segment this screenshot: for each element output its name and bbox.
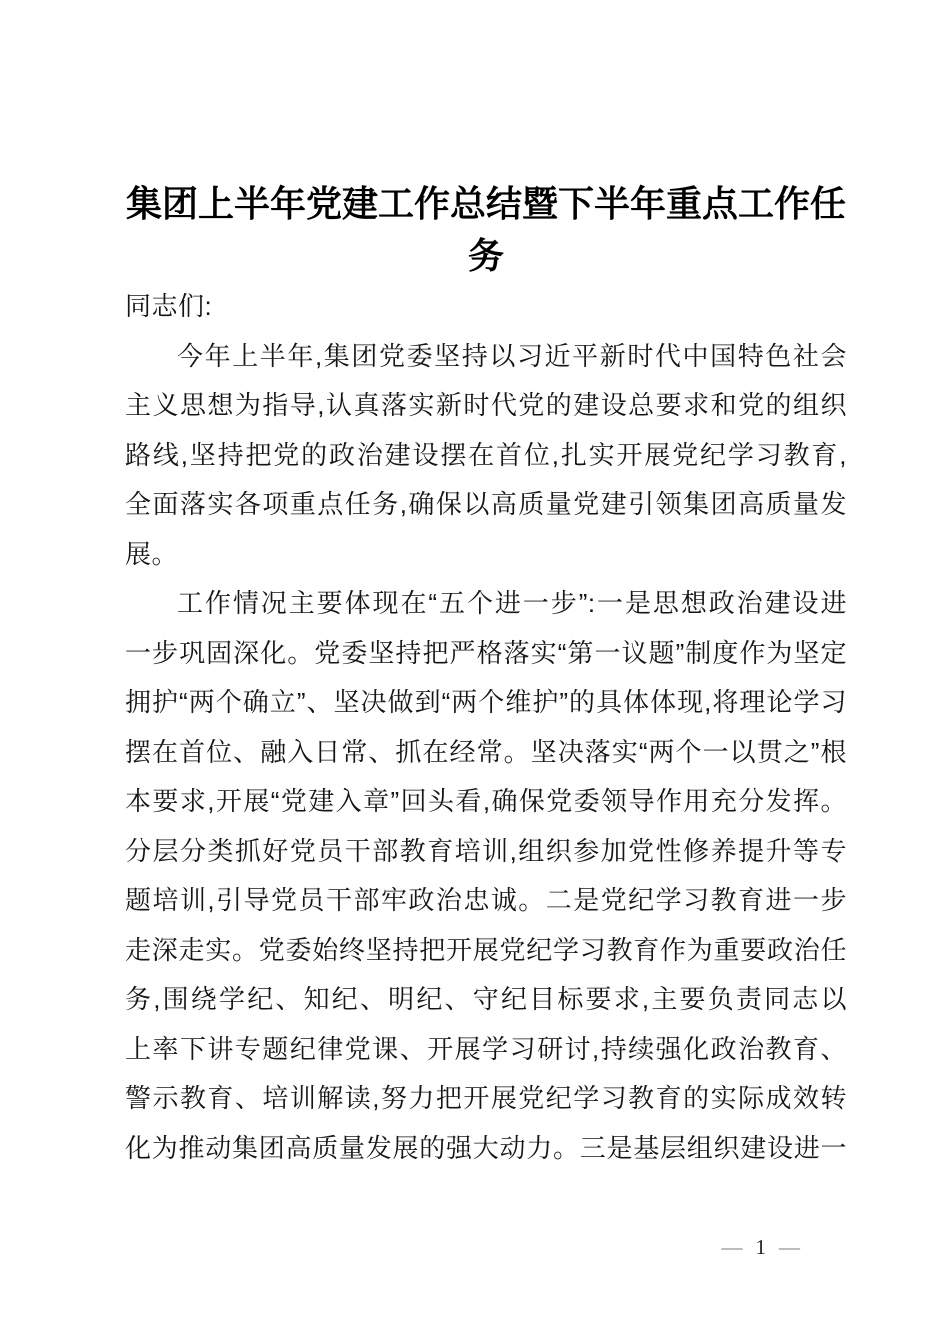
document-title [125, 178, 847, 282]
text-line: 化为推动集团高质量发展的强大动力。三是基层组织建设进一 [125, 1132, 847, 1163]
salutation-line: 同志们: [125, 291, 213, 321]
text-line: 拥护“两个确立”、坚决做到“两个维护”的具体体现,将理论学习 [125, 687, 847, 717]
page-number: 1 [755, 1235, 766, 1259]
text-line: 今年上半年,集团党委坚持以习近平新时代中国特色社会 [177, 340, 847, 371]
text-line: 分层分类抓好党员干部教育培训,组织参加党性修养提升等专 [125, 835, 847, 866]
document-paragraphs [125, 332, 847, 1174]
page-footer [722, 1233, 801, 1261]
text-line: 本要求,开展“党建入章”回头看,确保党委领导作用充分发挥。 [125, 786, 847, 816]
footer-dash-right: — [779, 1235, 800, 1259]
text-line: 题培训,引导党员干部牢政治忠诚。二是党纪学习教育进一步 [125, 885, 847, 915]
text-line: 上率下讲专题纪律党课、开展学习研讨,持续强化政治教育、 [125, 1033, 847, 1064]
footer-dash-left: — [721, 1235, 743, 1259]
text-line: 全面落实各项重点任务,确保以高质量党建引领集团高质量发 [125, 489, 847, 519]
text-line: 工作情况主要体现在“五个进一步”:一是思想政治建设进 [177, 588, 847, 618]
text-line: 一步巩固深化。党委坚持把严格落实“第一议题”制度作为坚定 [125, 637, 847, 668]
content-column [125, 0, 847, 1173]
title-line: 集团上半年党建工作总结暨下半年重点工作任 [125, 183, 846, 224]
text-line: 警示教育、培训解读,努力把开展党纪学习教育的实际成效转 [125, 1083, 847, 1113]
text-line: 走深走实。党委始终坚持把开展党纪学习教育作为重要政治任 [125, 934, 847, 965]
paragraph [125, 579, 847, 1173]
text-line: 务,围绕学纪、知纪、明纪、守纪目标要求,主要负责同志以 [125, 984, 847, 1014]
text-line: 主义思想为指导,认真落实新时代党的建设总要求和党的组织 [125, 390, 847, 420]
text-line: 摆在首位、融入日常、抓在经常。坚决落实“两个一以贯之”根 [125, 736, 847, 767]
text-line: 路线,坚持把党的政治建设摆在首位,扎实开展党纪学习教育, [125, 439, 847, 470]
text-line: 展。 [125, 538, 179, 569]
title-line: 务 [467, 235, 504, 276]
paragraph [125, 332, 847, 580]
